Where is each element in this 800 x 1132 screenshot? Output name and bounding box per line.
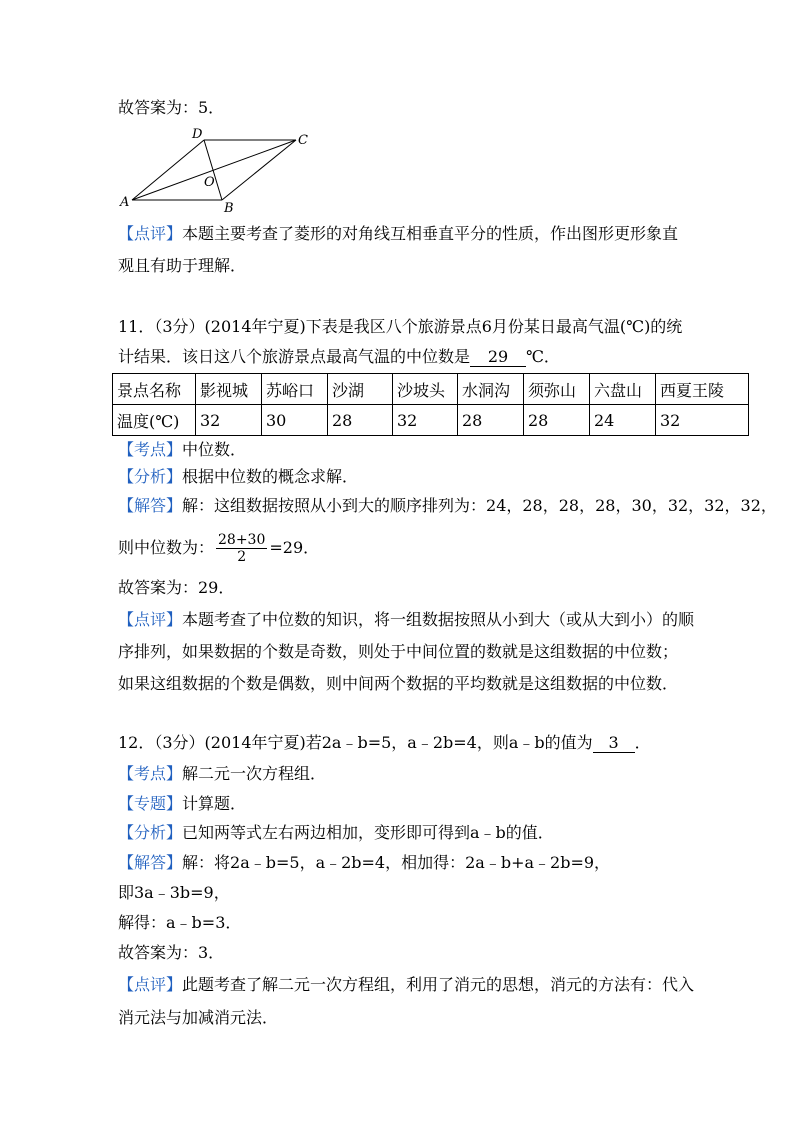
q11-stem-cont: 计结果．该日这八个旅游景点最高气温的中位数是 29 ℃． (118, 347, 560, 366)
q11-comment: 【点评】本题考查了中位数的知识，将一组数据按照从小到大（或从大到小）的顺 (118, 610, 695, 629)
tag-jieda: 【解答】 (118, 853, 183, 872)
tag-comment: 【点评】 (118, 975, 183, 994)
answer-blank: 3 (593, 734, 635, 753)
table-cell: 水洞沟 (458, 374, 524, 405)
rhombus-diagram (118, 128, 318, 214)
q10-answer: 故答案为：5． (118, 98, 225, 117)
table-row (113, 374, 749, 405)
table-cell: 须弥山 (524, 374, 590, 405)
q10-comment: 【点评】本题主要考查了菱形的对角线互相垂直平分的性质，作出图形更形象直 (118, 224, 679, 243)
tag-comment: 【点评】 (118, 224, 183, 243)
q11-fenxi: 【分析】根据中位数的概念求解． (118, 467, 359, 486)
table-cell: 温度(℃) (113, 405, 196, 436)
q12-kaodian: 【考点】解二元一次方程组． (118, 764, 327, 783)
q11-jieda: 【解答】解：这组数据按照从小到大的顺序排列为：24，28，28，28，30，32，32，32， (118, 496, 777, 515)
table-cell: 景点名称 (113, 374, 196, 405)
q12-zhuanti: 【专题】计算题． (118, 794, 247, 813)
q12-fenxi: 【分析】已知两等式左右两边相加，变形即可得到a﹣b的值． (118, 823, 554, 842)
q11-comment-cont: 序排列，如果数据的个数是奇数，则处于中间位置的数就是这组数据的中位数； (118, 642, 679, 661)
q12-jieda: 【解答】解：将2a﹣b=5，a﹣2b=4，相加得：2a﹣b+a﹣2b=9， (118, 853, 611, 872)
table-cell: 28 (328, 405, 393, 436)
table-cell: 30 (262, 405, 328, 436)
table-cell: 32 (196, 405, 262, 436)
table-cell: 苏峪口 (262, 374, 328, 405)
table-cell: 西夏王陵 (656, 374, 749, 405)
table-cell: 影视城 (196, 374, 262, 405)
table-cell: 六盘山 (590, 374, 656, 405)
q11-median: 则中位数为： $\frac{28+30}{2}$ =29． (118, 532, 320, 565)
side-da (132, 140, 204, 200)
q12-comment-cont: 消元法与加减消元法． (118, 1008, 279, 1027)
q12-step2: 解得：a﹣b=3． (118, 913, 242, 932)
q11-comment-cont2: 如果这组数据的个数是偶数，则中间两个数据的平均数就是这组数据的中位数． (118, 674, 679, 693)
label-a: A (120, 195, 130, 210)
answer-blank: 29 (470, 348, 526, 367)
q10-comment-cont: 观且有助于理解． (118, 256, 247, 275)
q11-answer: 故答案为：29． (118, 578, 235, 597)
table-cell: 28 (458, 405, 524, 436)
label-o: O (204, 175, 215, 190)
table-row (113, 405, 749, 436)
q12-stem: 12．（3分）(2014年宁夏)若2a﹣b=5，a﹣2b=4，则a﹣b的值为 3 ． (118, 733, 651, 752)
table-cell: 沙坡头 (393, 374, 458, 405)
diagonal-bd (204, 140, 222, 200)
temperature-table (112, 373, 749, 436)
tag-fenxi: 【分析】 (118, 467, 183, 486)
table-cell: 28 (524, 405, 590, 436)
table-cell: 沙湖 (328, 374, 393, 405)
median-fraction: $\frac{28+30}{2}$ (218, 532, 266, 565)
table-cell: 32 (656, 405, 749, 436)
side-bc (222, 140, 296, 200)
label-c: C (298, 133, 308, 148)
tag-kaodian: 【考点】 (118, 440, 183, 459)
tag-fenxi: 【分析】 (118, 823, 183, 842)
table-cell: 32 (393, 405, 458, 436)
table-cell: 24 (590, 405, 656, 436)
label-d: D (192, 128, 203, 142)
q11-stem: 11．（3分）(2014年宁夏)下表是我区八个旅游景点6月份某日最高气温(℃)的统 (118, 317, 683, 336)
q12-step1: 即3a﹣3b=9， (118, 883, 230, 902)
q12-answer: 故答案为：3． (118, 943, 225, 962)
tag-comment: 【点评】 (118, 610, 183, 629)
label-b: B (224, 201, 234, 214)
q11-kaodian: 【考点】中位数． (118, 440, 247, 459)
tag-jieda: 【解答】 (118, 496, 183, 515)
tag-kaodian: 【考点】 (118, 764, 183, 783)
q12-comment: 【点评】此题考查了解二元一次方程组，利用了消元的思想，消元的方法有：代入 (118, 975, 695, 994)
tag-zhuanti: 【专题】 (118, 794, 183, 813)
diagonal-ac (132, 140, 296, 200)
